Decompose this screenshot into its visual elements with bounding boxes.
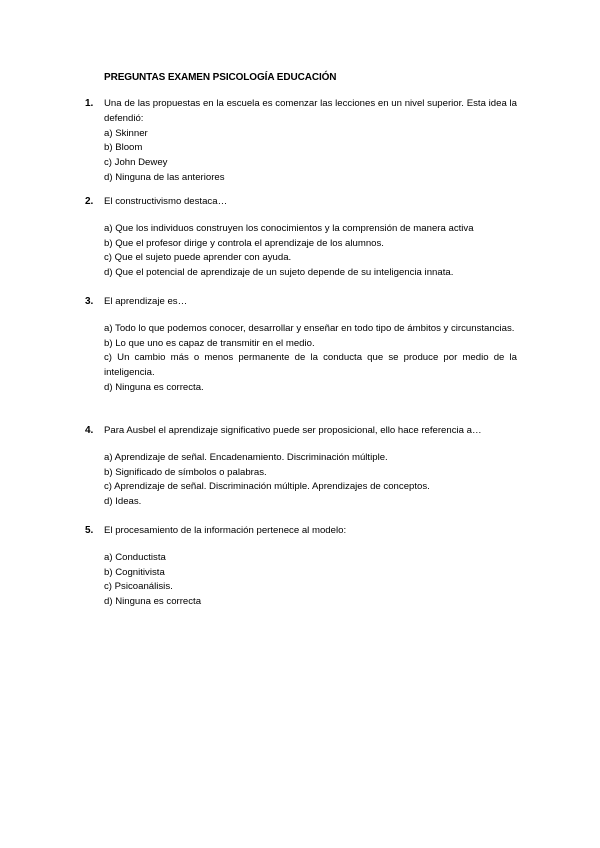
option: a) Todo lo que podemos conocer, desarrollar y enseñar en todo tipo de ámbitos y circunstancias.	[104, 322, 515, 334]
question-2	[85, 195, 517, 281]
option: b) Que el profesor dirige y controla el aprendizaje de los alumnos.	[104, 237, 384, 249]
option: b) Lo que uno es capaz de transmitir en el medio.	[104, 337, 315, 349]
option: c) Que el sujeto puede aprender con ayuda.	[104, 252, 292, 264]
option: c) John Dewey	[104, 157, 168, 169]
option: b) Bloom	[104, 142, 143, 154]
option: d) Que el potencial de aprendizaje de un sujeto depende de su inteligencia innata.	[104, 267, 454, 279]
options-list	[85, 322, 517, 396]
question-text: 3. El aprendizaje es…	[85, 295, 517, 310]
option: a) Conductista	[104, 551, 166, 563]
option: b) Significado de símbolos o palabras.	[104, 466, 267, 478]
option: d) Ninguna es correcta.	[104, 381, 204, 393]
question-text: 1. Una de las propuestas en la escuela es comenzar las lecciones en un nivel superior. Esta idea la defendió:	[85, 98, 517, 124]
question-4	[85, 424, 517, 510]
option: d) Ideas.	[104, 496, 142, 508]
question-number: 4.	[85, 425, 94, 436]
question-text: 4. Para Ausbel el aprendizaje significativo puede ser proposicional, ello hace referencia a…	[85, 424, 517, 439]
option: c) Psicoanálisis.	[104, 581, 173, 593]
options-list	[85, 551, 517, 610]
question-1	[85, 97, 517, 186]
option: a) Aprendizaje de señal. Encadenamiento. Discriminación múltiple.	[104, 451, 388, 463]
question-number: 5.	[85, 525, 94, 536]
question-text: 2. El constructivismo destaca…	[85, 195, 517, 210]
question-5	[85, 524, 517, 610]
question-3	[85, 295, 517, 396]
option: b) Cognitivista	[104, 566, 165, 578]
option: a) Que los individuos construyen los conocimientos y la comprensión de manera activa	[104, 222, 474, 234]
option: a) Skinner	[104, 127, 148, 139]
page-title: PREGUNTAS EXAMEN PSICOLOGÍA EDUCACIÓN	[104, 72, 337, 83]
option: c) Aprendizaje de señal. Discriminación múltiple. Aprendizajes de conceptos.	[104, 481, 430, 493]
question-number: 3.	[85, 296, 94, 307]
options-list	[85, 222, 517, 281]
option: d) Ninguna es correcta	[104, 596, 202, 608]
options-list	[85, 127, 517, 186]
options-list	[85, 451, 517, 510]
question-number: 2.	[85, 196, 94, 207]
option: d) Ninguna de las anteriores	[104, 171, 225, 183]
question-text: 5. El procesamiento de la información pertenece al modelo:	[85, 524, 517, 539]
option: c) Un cambio más o menos permanente de la conducta que se produce por medio de la inteligencia.	[104, 352, 517, 379]
question-number: 1.	[85, 98, 94, 109]
